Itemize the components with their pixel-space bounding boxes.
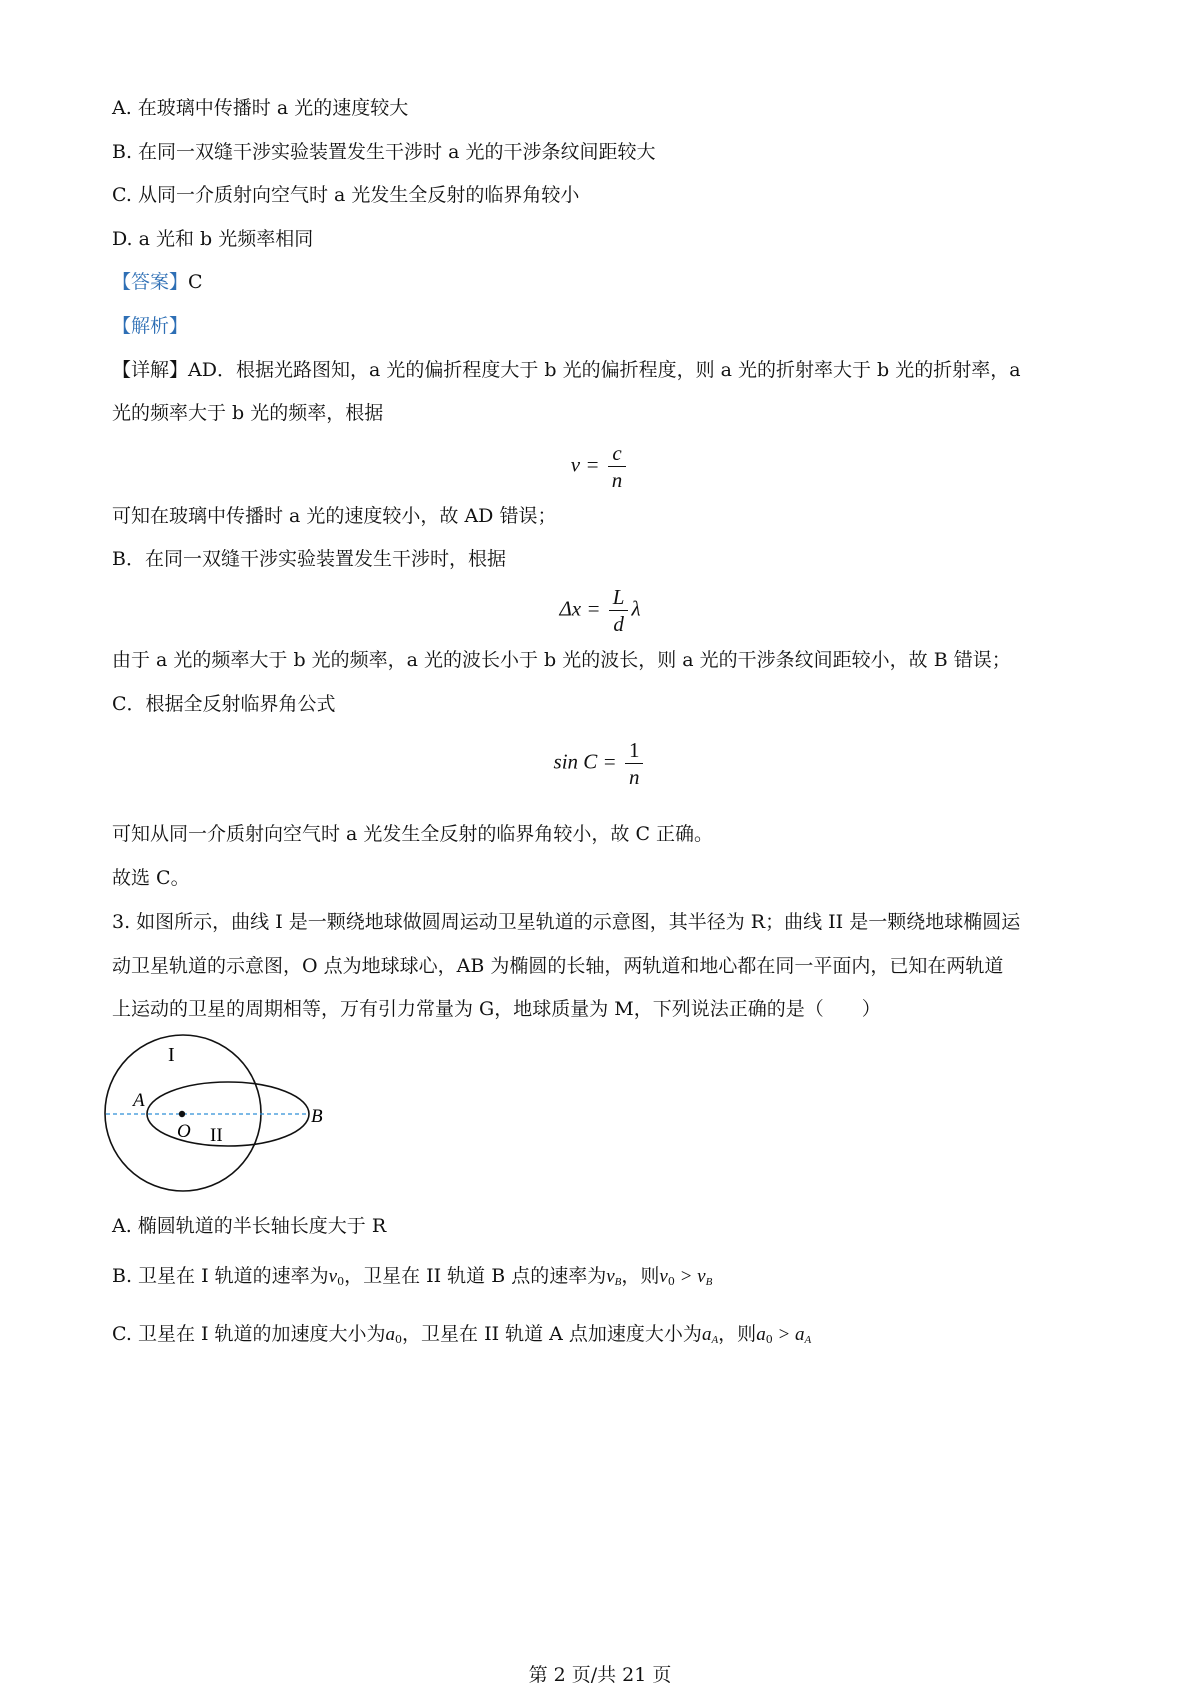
earth-center-dot	[179, 1111, 185, 1117]
detail-line-2: 光的频率大于 b 光的频率，根据	[112, 402, 384, 424]
q2-option-b: B. 在同一双缝干涉实验装置发生干涉时 a 光的干涉条纹间距较大	[112, 141, 656, 163]
eq1-fraction	[608, 440, 627, 493]
label-point-O: O	[177, 1121, 191, 1142]
eq1-numerator: c	[608, 440, 627, 467]
q2-option-d: D. a 光和 b 光频率相同	[112, 228, 314, 250]
q3b-ineq-v: v	[659, 1266, 668, 1287]
detail-label: 【详解】	[112, 359, 189, 381]
q3b-v0: v	[328, 1266, 338, 1287]
q3c-a0: a	[385, 1324, 396, 1345]
eq2-numerator: L	[609, 584, 629, 611]
label-point-A: A	[133, 1090, 145, 1111]
q3c-text-1: C. 卫星在 I 轨道的加速度大小为	[112, 1323, 386, 1345]
detail-line-5: 由于 a 光的频率大于 b 光的频率，a 光的波长小于 b 光的波长，则 a 光的干涉条纹间距较小，故 B 错误；	[112, 649, 1011, 671]
detail-line-7: 可知从同一介质射向空气时 a 光发生全反射的临界角较小，故 C 正确。	[112, 823, 714, 845]
q3b-text-2: ，卫星在 II 轨道 B 点的速率为	[344, 1265, 607, 1287]
q3c-a0-sub: 0	[395, 1333, 403, 1346]
label-orbit-I: I	[168, 1044, 175, 1066]
q3b-text-3: ，则	[621, 1265, 660, 1287]
eq3-denominator: n	[628, 765, 640, 789]
equation-speed	[0, 440, 1200, 493]
equation-fringe	[0, 584, 1200, 637]
eq2-fraction	[609, 584, 629, 637]
q3-option-b	[112, 1262, 712, 1296]
q3c-text-3: ，则	[718, 1323, 757, 1345]
q3c-text-2: ，卫星在 II 轨道 A 点加速度大小为	[402, 1323, 702, 1345]
q3-stem-2: 动卫星轨道的示意图，O 点为地球球心，AB 为椭圆的长轴，两轨道和地心都在同一平面内，已知在两轨道	[112, 955, 1004, 977]
eq1-lhs: v =	[570, 452, 600, 477]
detail-line-3: 可知在玻璃中传播时 a 光的速度较小，故 AD 错误；	[112, 505, 557, 527]
analysis-label: 【解析】	[112, 315, 189, 337]
eq3-fraction	[625, 737, 644, 790]
q3b-ineq-sub0: 0	[667, 1275, 675, 1288]
q3b-v0-sub: 0	[337, 1275, 345, 1288]
answer-line	[112, 268, 203, 296]
label-orbit-II: II	[210, 1125, 223, 1146]
detail-line-6: C．根据全反射临界角公式	[112, 693, 336, 715]
label-point-B: B	[311, 1106, 323, 1127]
q3-stem-3: 上运动的卫星的周期相等，万有引力常量为 G，地球质量为 M，下列说法正确的是（ ）	[112, 998, 881, 1020]
eq3-lhs: sin C =	[553, 749, 617, 774]
detail-line-8: 故选 C。	[112, 867, 190, 889]
orbit-figure	[104, 1034, 344, 1194]
q3c-ineq-rhs: > a	[772, 1324, 805, 1345]
q3c-aA-sub: A	[711, 1334, 719, 1346]
detail-line-1	[112, 356, 1021, 384]
equation-critical-angle	[0, 737, 1200, 790]
q3c-ineq-a: a	[756, 1324, 766, 1345]
page-footer: 第 2 页/共 21 页	[528, 1664, 672, 1686]
eq3-numerator: 1	[625, 737, 644, 764]
eq2-tail: λ	[631, 596, 641, 621]
q3b-vB-sub: B	[614, 1276, 622, 1288]
q3b-text-1: B. 卫星在 I 轨道的速率为	[112, 1265, 329, 1287]
q3b-ineq-rhs: > v	[674, 1266, 706, 1287]
q3-option-a: A. 椭圆轨道的半长轴长度大于 R	[112, 1215, 387, 1237]
q2-option-a: A. 在玻璃中传播时 a 光的速度较大	[112, 97, 409, 119]
eq1-denominator: n	[611, 468, 623, 492]
answer-value: C	[188, 271, 203, 293]
detail-line-4: B．在同一双缝干涉实验装置发生干涉时，根据	[112, 548, 506, 570]
detail-text-1: AD．根据光路图知，a 光的偏折程度大于 b 光的偏折程度，则 a 光的折射率大于 b 光的折射率，a	[188, 359, 1021, 381]
q2-option-c: C. 从同一介质射向空气时 a 光发生全反射的临界角较小	[112, 184, 580, 206]
q3b-ineq-subB: B	[705, 1276, 713, 1288]
q3c-ineq-sub0: 0	[765, 1333, 773, 1346]
q3b-vB: v	[606, 1266, 615, 1287]
answer-label: 【答案】	[112, 271, 189, 293]
eq2-lhs: Δx =	[559, 596, 601, 621]
eq2-denominator: d	[613, 612, 624, 636]
q3-option-c	[112, 1320, 811, 1354]
q3-stem-1: 3. 如图所示，曲线 I 是一颗绕地球做圆周运动卫星轨道的示意图，其半径为 R；曲线 II 是一颗绕地球椭圆运	[112, 911, 1021, 933]
q3c-aA: a	[701, 1324, 712, 1345]
q3c-ineq-subA: A	[804, 1334, 812, 1346]
